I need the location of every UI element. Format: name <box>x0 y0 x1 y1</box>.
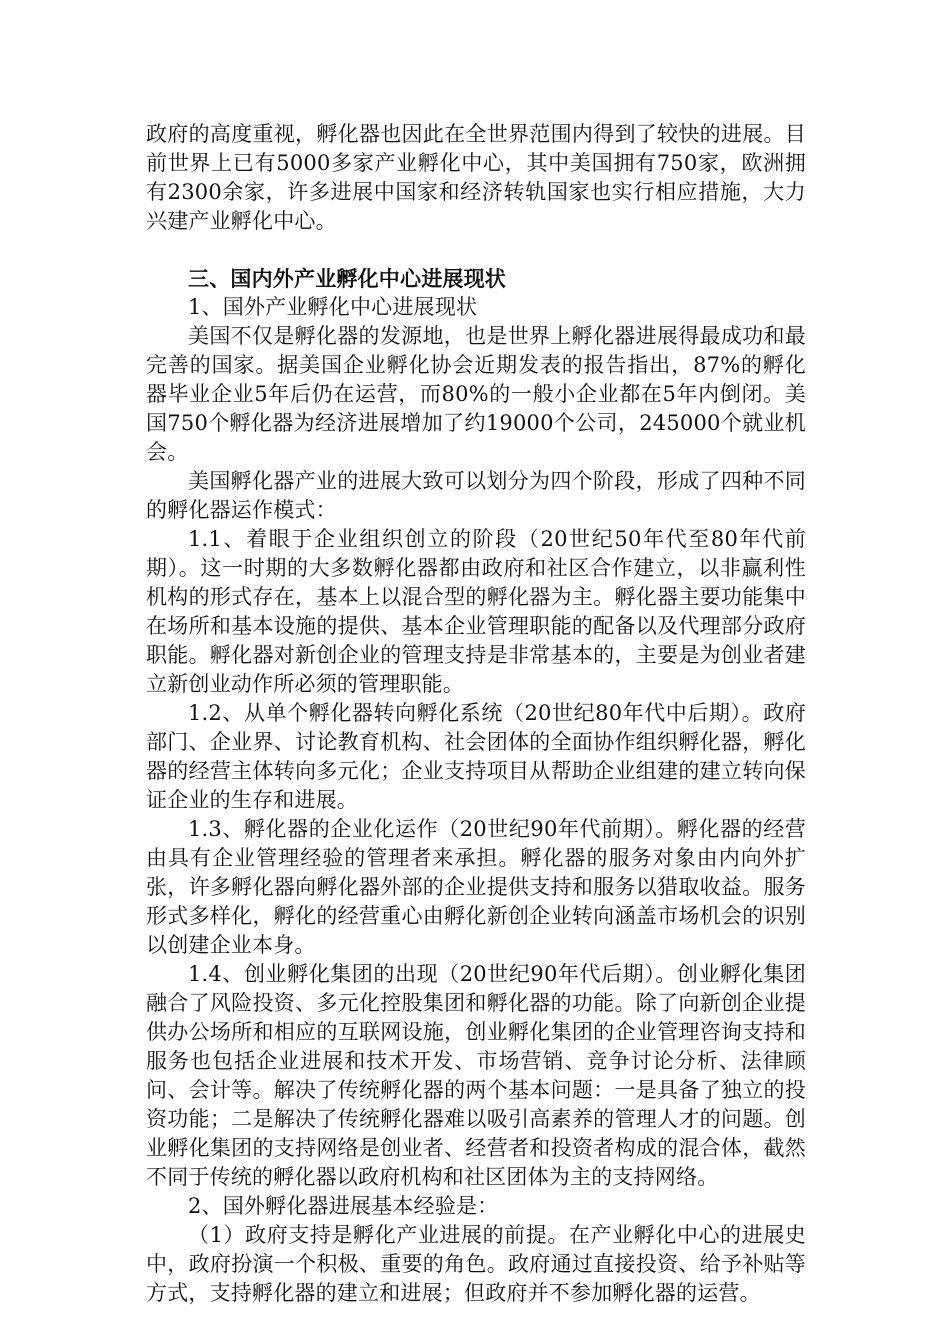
paragraph-four-stages: 美国孵化器产业的进展大致可以划分为四个阶段，形成了四种不同的孵化器运作模式： <box>146 469 806 522</box>
subheading-2: 2、国外孵化器进展基本经验是： <box>188 1194 499 1218</box>
document-page <box>146 120 806 1308</box>
paragraph-intro-continued: 政府的高度重视，孵化器也因此在全世界范围内得到了较快的进展。目前世界上已有5000多家产业孵化中心，其中美国拥有750家，欧洲拥有2300余家，许多进展中国家和经济转轨国家也实行相应措施，大力兴建产业孵化中心。 <box>146 122 806 233</box>
paragraph-stage-1-2: 1.2、从单个孵化器转向孵化系统（20世纪80年代中后期）。政府部门、企业界、讨论教育机构、社会团体的全面协作组织孵化器，孵化器的经营主体转向多元化；企业支持项目从帮助企业组建的建立转向保证企业的生存和进展。 <box>146 701 806 812</box>
section-heading-3: 三、国内外产业孵化中心进展现状 <box>188 266 506 291</box>
subheading-1: 1、国外产业孵化中心进展现状 <box>188 295 478 319</box>
paragraph-stage-1-3: 1.3、孵化器的企业化运作（20世纪90年代前期）。孵化器的经营由具有企业管理经验的管理者来承担。孵化器的服务对象由内向外扩张，许多孵化器向孵化器外部的企业提供支持和服务以猎取收益。服务形式多样化，孵化的经营重心由孵化新创企业转向涵盖市场机会的识别以创建企业本身。 <box>146 817 806 957</box>
paragraph-us-overview: 美国不仅是孵化器的发源地，也是世界上孵化器进展得最成功和最完善的国家。据美国企业孵化协会近期发表的报告指出，87%的孵化器毕业企业5年后仍在运营，而80%的一般小企业都在5年内倒闭。美国750个孵化器为经济进展增加了约19000个公司，245000个就业机会。 <box>146 324 806 464</box>
paragraph-experience-1: （1）政府支持是孵化产业进展的前提。在产业孵化中心的进展史中，政府扮演一个积极、重要的角色。政府通过直接投资、给予补贴等方式，支持孵化器的建立和进展；但政府并不参加孵化器的运营。 <box>146 1223 806 1305</box>
paragraph-stage-1-4: 1.4、创业孵化集团的出现（20世纪90年代后期）。创业孵化集团融合了风险投资、多元化控股集团和孵化器的功能。除了向新创企业提供办公场所和相应的互联网设施，创业孵化集团的企业管理咨询支持和服务也包括企业进展和技术开发、市场营销、竞争讨论分析、法律顾问、会计等。解决了传统孵化器的两个基本问题：一是具备了独立的投资功能；二是解决了传统孵化器难以吸引高素养的管理人才的问题。创业孵化集团的支持网络是创业者、经营者和投资者构成的混合体，截然不同于传统的孵化器以政府机构和社区团体为主的支持网络。 <box>146 962 806 1189</box>
paragraph-stage-1-1: 1.1、着眼于企业组织创立的阶段（20世纪50年代至80年代前期）。这一时期的大多数孵化器都由政府和社区合作建立，以非赢利性机构的形式存在，基本上以混合型的孵化器为主。孵化器主要功能集中在场所和基本设施的提供、基本企业管理职能的配备以及代理部分政府职能。孵化器对新创企业的管理支持是非常基本的，主要是为创业者建立新创业动作所必须的管理职能。 <box>146 527 806 696</box>
